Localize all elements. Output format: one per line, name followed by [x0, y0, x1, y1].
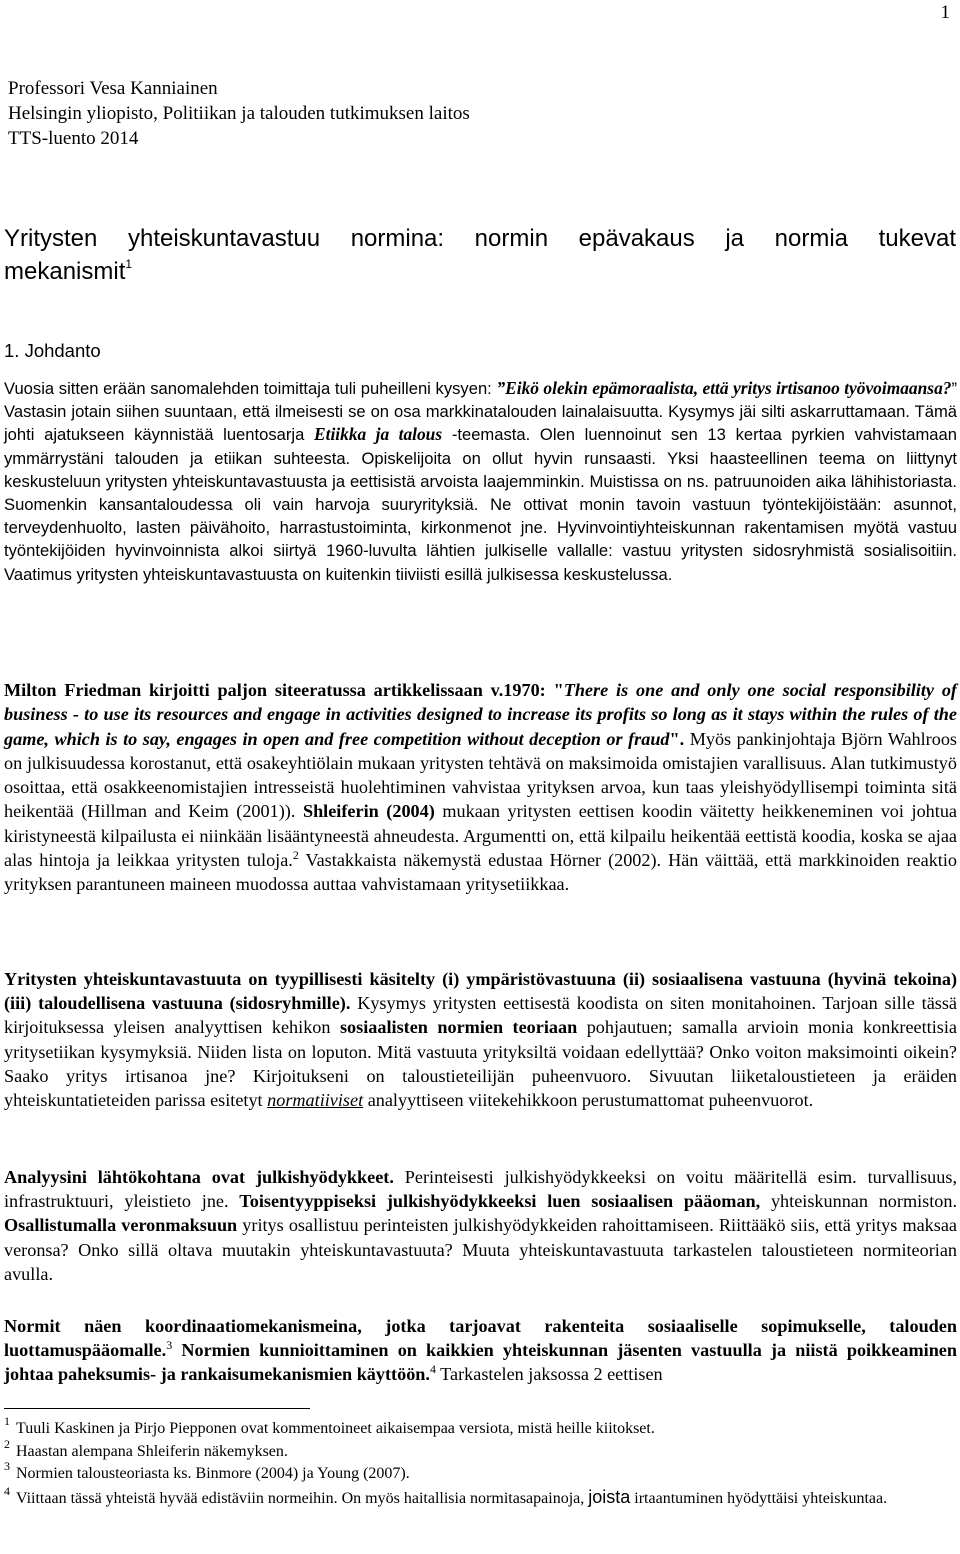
footnote-2 [4, 1436, 957, 1464]
p4-text-1: Perinteisesti julkishyödykkeeksi on voitu määritellä esim. turvallisuus, infrastruktuuri, yleistieto jne. [4, 1167, 957, 1212]
footnote-ref-4[interactable]: 4 [429, 1362, 436, 1377]
paragraph-introduction [4, 377, 957, 586]
p3-text-1: Kysymys yritysten eettisestä koodista on siten monitahoinen. Tarjoan sille tässä kirjoituksessa yleisen analyyttisen kehikon [4, 993, 957, 1038]
footnote-1 [4, 1414, 957, 1441]
footnote-text: Normien talousteoriasta ks. Binmore (2004) ja Young (2007). [16, 1465, 410, 1482]
paragraph-norms [4, 1314, 957, 1387]
author-name: Professori Vesa Kanniainen [8, 78, 218, 99]
footnote-number: 2 [4, 1436, 10, 1451]
footnotes [4, 1414, 957, 1510]
p2-shleifer: Shleiferin (2004) [302, 801, 435, 822]
p2-text-1: Myös pankinjohtaja Björn Wahlroos on julkisuudessa korostanut, että osakeyhtiölain mukaan yritysten tehtävä on maksimoida omistajien varallisuus. Alan tutkimustyö osoittaa, että osakkeenomistajien intresseistä huolehtiminen vahvistaa yrityksen arvoa, kun taas yleishyödyllisempi toiminta sitä heikentää (Hillman and Keim (2001)). [4, 728, 957, 822]
paragraph-public-goods [4, 1165, 957, 1286]
title-line-2: mekanismit [4, 258, 126, 285]
footnote-text-b: joista [588, 1486, 631, 1507]
p5-bold-2: Normien kunnioittaminen on kaikkien yhteiskunnan jäsenten vastuulla ja niistä poikkeaminen johtaa paheksumis- ja rankaisumekanismien käyttöön. [4, 1340, 957, 1385]
p3-text-3: analyyttiseen viitekehikkoon perustumattomat puheenvuorot. [363, 1090, 814, 1111]
section-heading: 1. Johdanto [4, 340, 101, 361]
author-block [8, 76, 470, 151]
footnote-number: 1 [4, 1414, 10, 1428]
footnote-ref-3[interactable]: 3 [166, 1338, 173, 1353]
p2-text-2: mukaan yritysten eettisen koodin väitetty heikkeneminen voi johtua kiristyneestä kilpailusta ei niinkään lisääntyneestä ahneudesta. Argumentti on, että kilpailu heikentää eettistä koodia, koska se ajaa alas hintoja ja leikkaa yritysten tuloja. [4, 801, 957, 871]
paragraph-csr-types [4, 967, 957, 1112]
p3-bold-1: Yritysten yhteiskuntavastuuta on tyypillisesti käsitelty (i) ympäristövastuuna (ii) sosiaalisena vastuuna (hyvinä tekoina) (iii) taloudellisena vastuuna (sidosryhmille). [4, 969, 957, 1014]
paragraph-friedman [4, 678, 957, 897]
p2-bold-2: ". [669, 728, 685, 749]
title-footnote-marker: 1 [125, 257, 133, 271]
p4-bold-2: Toisentyyppiseksi julkishyödykkeeksi luen sosiaalisen pääoman, [239, 1191, 761, 1212]
footnote-text-a: Viittaan tässä yhteistä hyvää edistäviin normeihin. On myös haitallisia normitasapainoja, [16, 1489, 589, 1507]
p2-bold-1: Milton Friedman kirjoitti paljon siteeratussa artikkelissaan v.1970: " [4, 680, 564, 700]
p1-text-3: -teemasta. Olen luennoinut sen 13 kertaa pyrkien vahvistamaan ymmärrystäni talouden ja etiikan suhteesta. Opiskelijoita on ollut hyvin runsaasti. Yksi haasteellinen teema on liittynyt keskusteluun yritysten yhteiskuntavastuusta ja eettisistä arvoista laajemminkin. Muistissa on ns. patruunoiden aika lähihistoriasta. Suomenkin kansantaloudessa oli vain harvoja suuryrityksiä. Ne ottivat monin tavoin vastuun työntekijöistään: asunnot, terveydenhuolto, lasten päivähoito, harrastustoiminta, kirkonmenot jne. Hyvinvointiyhteiskunnan rakentamisen myötä vastuu työntekijöiden hyvinvoinnista alkoi siirtyä 1960-luvulta lähtien julkiselle vallalle: vastuu yritysten sidosryhmistä sosialisoitiin. Vaatimus yritysten yhteiskuntavastuusta on kuitenkin tiiviisti esillä julkisessa keskustelussa. [4, 425, 957, 584]
page-number: 1 [940, 2, 950, 23]
p4-bold-1: Analyysini lähtökohtana ovat julkishyödykkeet. [4, 1167, 394, 1187]
p1-course-title: Etiikka ja talous [314, 424, 443, 445]
p4-text-2: yhteiskunnan normiston. [760, 1191, 958, 1212]
footnote-text: Tuuli Kaskinen ja Pirjo Piepponen ovat kommentoineet aikaisempaa versiota, mistä heille kiitokset. [16, 1420, 655, 1437]
title-line-1: Yritysten yhteiskuntavastuu normina: normin epävakaus ja normia tukevat [4, 225, 956, 252]
lecture-label: TTS-luento 2014 [8, 128, 139, 149]
p2-friedman-quote: There is one and only one social responsibility of business - to use its resources and engage in activities designed to increase its profits so long as it stays within the rules of the game, which is to say, engages in open and free competition without deception or fraud [4, 680, 957, 749]
p4-bold-3: Osallistumalla veronmaksuun [4, 1215, 238, 1236]
p4-text-3: yritys osallistuu perinteisten julkishyödykkeiden rahoittamiseen. Riittääkö siis, että yritys maksaa veronsa? Onko sillä oltava muutakin yhteiskuntavastuuta? Muuta yhteiskuntavastuuta tarkastelen taloustieteen normiteorian avulla. [4, 1215, 957, 1284]
footnote-text-c: irtaantuminen hyödyttäisi yhteiskuntaa. [630, 1489, 888, 1507]
p5-text-1: Tarkastelen jaksossa 2 eettisen [435, 1364, 663, 1385]
p3-bold-2: sosiaalisten normien teoriaan [339, 1017, 578, 1038]
footnote-separator [4, 1408, 310, 1409]
footnote-number: 3 [4, 1459, 10, 1473]
footnote-4 [4, 1483, 957, 1511]
footnote-number: 4 [4, 1483, 10, 1498]
p1-text-2: ” Vastasin jotain siihen suuntaan, että ilmeisesti se on osa markkinatalouden lainalaisuutta. Kysymys jäi silti askarruttamaan. Tämä johti ajatukseen käynnistää luentosarja [4, 379, 957, 445]
p2-text-3: Vastakkaista näkemystä edustaa Hörner (2002). Hän väittää, että markkinoiden reaktio yrityksen parantuneen maineen muodossa auttaa vahvistamaan yritysetiikkaa. [4, 850, 957, 895]
footnote-3 [4, 1459, 957, 1486]
footnote-text: Haastan alempana Shleiferin näkemyksen. [16, 1442, 288, 1460]
p3-text-2: pohjautuen; samalla arvioin monia konkreettisia yritysetiikan kysymyksiä. Niiden lista on loputon. Mitä vastuuta yrityksiltä voidaan edellyttää? Onko voiton maksimointi oikein? Saako yritys irtisanoa jne? Kirjoitukseni on taloustieteilijän puheenvuoro. Sivuutan liiketaloustieteen ja eräiden yhteiskuntatieteiden parissa esitetyt [4, 1017, 957, 1111]
p1-text-1: Vuosia sitten erään sanomalehden toimittaja tuli puheilleni kysyen: [4, 379, 497, 398]
footnote-ref-2[interactable]: 2 [292, 848, 299, 863]
document-title [4, 222, 956, 288]
p3-normative: normatiiviset [267, 1090, 364, 1111]
p5-bold-1: Normit näen koordinaatiomekanismeina, jotka tarjoavat rakenteita sosiaaliselle sopimukselle, talouden luottamuspääomalle. [4, 1316, 957, 1361]
p1-quote: ”Eikö olekin epämoraalista, että yritys irtisanoo työvoimaansa? [496, 378, 952, 398]
author-affiliation: Helsingin yliopisto, Politiikan ja talouden tutkimuksen laitos [8, 103, 470, 124]
